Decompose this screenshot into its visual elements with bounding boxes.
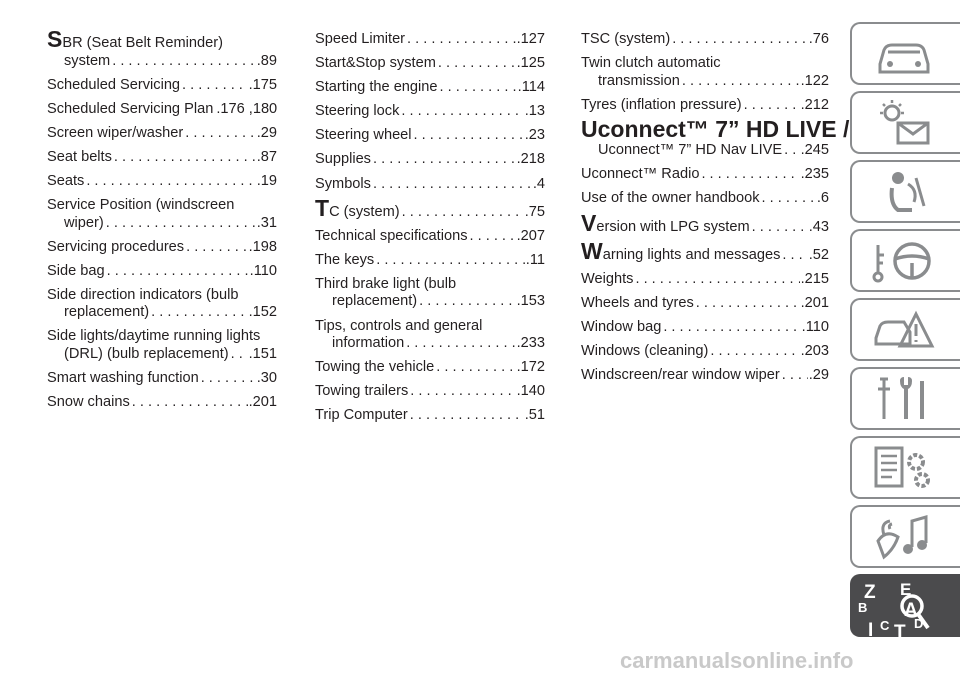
leader-dots — [106, 215, 256, 233]
index-entry[interactable] — [47, 197, 277, 232]
entry-title — [315, 252, 545, 270]
entry-title — [581, 295, 829, 313]
entry-title — [47, 173, 277, 191]
entry-title — [581, 319, 829, 337]
page-number[interactable]: .31 — [256, 214, 277, 231]
entry-text: Tips, controls and general — [315, 317, 483, 334]
entry-title — [47, 197, 277, 215]
tab-technical-data[interactable] — [850, 436, 960, 499]
leader-dots — [635, 271, 799, 289]
page-number[interactable]: .175 — [248, 76, 277, 93]
index-entry[interactable] — [47, 101, 277, 119]
index-entry[interactable] — [47, 394, 277, 412]
entry-title — [581, 55, 829, 73]
entry-title — [47, 101, 277, 119]
index-entry[interactable] — [315, 359, 545, 377]
page-number[interactable]: .114 — [517, 79, 545, 96]
index-letter: C — [880, 618, 890, 633]
index-entry[interactable] — [47, 287, 277, 322]
leader-dots — [86, 173, 255, 191]
index-entry[interactable] — [581, 271, 829, 289]
entry-title — [581, 209, 829, 237]
leader-dots — [373, 176, 532, 194]
entry-text: Third brake light (bulb — [315, 275, 457, 292]
index-entry[interactable] — [315, 31, 545, 49]
page-number[interactable]: .235 — [800, 166, 829, 183]
page-number[interactable]: .215 — [800, 270, 829, 287]
entry-text: Windows (cleaning) — [581, 343, 709, 360]
leader-dots — [112, 53, 255, 71]
index-entry[interactable] — [581, 319, 829, 337]
entry-title — [315, 194, 545, 222]
entry-text: Smart washing function — [47, 370, 199, 387]
page-number[interactable]: .4 — [532, 175, 545, 192]
leader-dots — [132, 394, 248, 412]
section-initial: connect™ 7” HD LIVE / — [597, 115, 850, 142]
page-number[interactable]: .87 — [256, 148, 277, 165]
leader-dots — [436, 359, 515, 377]
entry-title — [315, 318, 545, 336]
entry-title — [315, 359, 545, 377]
index-entry[interactable] — [315, 176, 545, 194]
index-column-1 — [47, 26, 278, 418]
page-number[interactable]: .140 — [516, 383, 545, 400]
page-number[interactable]: .172 — [516, 359, 545, 376]
index-entry[interactable] — [315, 127, 545, 145]
entry-title — [315, 55, 545, 73]
leader-dots — [201, 370, 256, 388]
index-entry[interactable] — [581, 237, 829, 265]
entry-title — [581, 190, 829, 208]
index-entry[interactable] — [47, 370, 277, 388]
leader-dots — [373, 151, 516, 169]
leader-dots — [376, 252, 525, 270]
entry-text: Uconnect™ Radio — [581, 166, 700, 183]
index-entry[interactable] — [47, 173, 277, 191]
entry-text: Trip Computer — [315, 407, 408, 424]
entry-title — [47, 125, 277, 143]
leader-dots — [107, 263, 249, 281]
leader-dots — [710, 343, 799, 361]
entry-text: Use of the owner handbook — [581, 190, 760, 207]
leader-dots — [438, 55, 516, 73]
entry-text: Steering wheel — [315, 127, 412, 144]
leader-dots — [185, 125, 255, 143]
section-initial: V — [581, 209, 597, 236]
entry-text: ersion with LPG system — [596, 218, 750, 235]
entry-title — [315, 79, 545, 97]
entry-text: Scheduled Servicing Plan — [47, 100, 214, 117]
index-entry[interactable] — [315, 55, 545, 73]
entry-continuation — [47, 304, 277, 322]
warning-car-icon — [870, 304, 940, 356]
page-number[interactable]: .29 — [256, 124, 277, 141]
tab-dashboard[interactable] — [850, 91, 960, 154]
music-navigation-icon — [870, 511, 940, 563]
index-entry[interactable] — [581, 166, 829, 184]
leader-dots — [151, 304, 247, 322]
index-column-3 — [581, 31, 850, 391]
entry-text: TSC (system) — [581, 31, 671, 47]
leader-dots — [410, 407, 524, 425]
page-number[interactable]: .152 — [248, 304, 277, 321]
specs-gears-icon — [870, 442, 940, 494]
index-letter: D — [914, 616, 924, 631]
leader-dots — [407, 31, 516, 49]
entry-text: Steering lock — [315, 103, 400, 120]
entry-title — [315, 127, 545, 145]
page-number[interactable]: .201 — [248, 394, 277, 411]
leader-dots — [414, 127, 524, 145]
index-entry[interactable] — [47, 26, 277, 70]
entry-text: Towing trailers — [315, 383, 409, 400]
leader-dots — [701, 166, 799, 184]
entry-text: Side direction indicators (bulb — [47, 286, 239, 303]
entry-continuation — [47, 215, 277, 233]
entry-text: Wheels and tyres — [581, 294, 694, 311]
index-entry[interactable] — [47, 77, 277, 95]
section-initial: U — [581, 115, 598, 142]
tab-index[interactable] — [850, 574, 960, 643]
entry-title — [47, 77, 277, 95]
entry-text: information — [332, 335, 405, 352]
entry-text: Screen wiper/washer — [47, 124, 184, 141]
page-number[interactable]: .89 — [256, 52, 277, 69]
index-entry[interactable] — [581, 115, 850, 160]
entry-title — [581, 115, 850, 143]
entry-text: Windscreen/rear window wiper — [581, 367, 780, 384]
index-entry[interactable] — [315, 407, 545, 425]
entry-text: Start&Stop system — [315, 55, 436, 72]
index-entry[interactable] — [581, 190, 829, 208]
entry-title — [47, 394, 277, 412]
page-number[interactable]: .51 — [524, 407, 545, 424]
entry-text: transmission — [598, 72, 680, 89]
page-number[interactable]: .212 — [800, 96, 829, 113]
entry-text: Towing the vehicle — [315, 359, 435, 376]
page-number[interactable]: .43 — [808, 218, 829, 235]
index-entry[interactable] — [47, 125, 277, 143]
leader-dots — [696, 295, 800, 313]
page-number[interactable]: .23 — [524, 127, 545, 144]
page-number[interactable]: .11 — [525, 251, 545, 268]
section-initial: W — [581, 237, 603, 264]
page-number[interactable]: .110 — [801, 318, 829, 335]
steering-wheel-icon — [870, 235, 940, 287]
entry-continuation — [581, 142, 829, 160]
entry-title — [47, 26, 277, 53]
index-entry[interactable] — [315, 318, 545, 353]
leader-dots — [782, 367, 808, 385]
page-number[interactable]: .198 — [248, 238, 277, 255]
index-entry[interactable] — [315, 383, 545, 401]
index-column-2 — [315, 31, 545, 431]
entry-title — [47, 149, 277, 167]
index-entry[interactable] — [315, 252, 545, 270]
seat-airbag-icon — [870, 166, 940, 218]
page-number[interactable]: .52 — [808, 246, 829, 263]
leader-dots — [410, 383, 515, 401]
index-entry[interactable] — [581, 295, 829, 313]
tab-starting-driving[interactable] — [850, 229, 960, 292]
index-entry[interactable] — [315, 151, 545, 169]
page-number[interactable]: .207 — [516, 227, 545, 244]
page-number[interactable]: .233 — [516, 335, 545, 352]
entry-text: Window bag — [581, 318, 662, 335]
entry-continuation — [47, 53, 277, 71]
entry-title — [47, 328, 277, 346]
entry-text: Servicing procedures — [47, 238, 185, 255]
leader-dots — [401, 103, 523, 121]
page-number[interactable]: .245 — [800, 142, 829, 159]
entry-title — [47, 263, 277, 281]
index-letter: T — [894, 622, 906, 643]
page-number[interactable]: .122 — [800, 72, 829, 89]
entry-text: Seats — [47, 172, 85, 189]
leader-dots — [440, 79, 517, 97]
index-letter: E — [900, 580, 912, 599]
leader-dots — [663, 319, 800, 337]
index-entry[interactable] — [581, 55, 829, 90]
section-initial: S — [47, 26, 63, 52]
index-entry[interactable] — [47, 328, 277, 363]
leader-dots — [672, 31, 808, 49]
page-number[interactable]: .151 — [248, 345, 277, 362]
index-entry[interactable] — [581, 31, 829, 49]
entry-title — [315, 176, 545, 194]
index-letter: I — [868, 620, 874, 641]
entry-text: Weights — [581, 270, 634, 287]
page-number[interactable]: .125 — [516, 55, 545, 72]
section-initial: T — [315, 194, 330, 221]
page-number[interactable]: .110 — [249, 262, 277, 279]
page-number[interactable]: .13 — [524, 103, 545, 120]
index-letter: B — [858, 600, 868, 615]
tab-vehicle-knowledge[interactable] — [850, 22, 960, 85]
entry-text: Scheduled Servicing — [47, 76, 181, 93]
index-entry[interactable] — [315, 276, 545, 311]
entry-title — [315, 31, 545, 49]
page-number[interactable]: .75 — [524, 203, 545, 220]
entry-text: replacement) — [332, 293, 418, 310]
tab-servicing[interactable] — [850, 367, 960, 430]
index-entry[interactable] — [581, 209, 829, 237]
page-number[interactable]: .127 — [516, 31, 545, 47]
leader-dots — [470, 228, 516, 246]
entry-title — [581, 237, 829, 265]
entry-text: Technical specifications — [315, 227, 468, 244]
page-number[interactable]: .218 — [516, 151, 545, 168]
index-entry[interactable] — [47, 239, 277, 257]
leader-dots — [186, 239, 248, 257]
page-number[interactable]: .176 ,180 — [216, 100, 278, 117]
entry-text: C (system) — [329, 203, 400, 220]
entry-text: Speed Limiter — [315, 31, 406, 47]
entry-text: The keys — [315, 251, 375, 268]
leader-dots — [182, 77, 248, 95]
entry-title — [581, 367, 829, 385]
entry-title — [315, 103, 545, 121]
leader-dots — [762, 190, 816, 208]
entry-text: Twin clutch automatic — [581, 55, 721, 72]
entry-text: replacement) — [64, 304, 150, 321]
leader-dots — [231, 346, 248, 364]
page-number[interactable]: .153 — [516, 293, 545, 310]
entry-title — [315, 276, 545, 294]
entry-title — [315, 151, 545, 169]
light-envelope-icon — [870, 97, 940, 149]
entry-title — [47, 370, 277, 388]
page-number[interactable]: .30 — [256, 370, 277, 387]
entry-text: system — [64, 52, 111, 69]
page-number[interactable]: .19 — [256, 172, 277, 189]
leader-dots — [114, 149, 256, 167]
entry-text: (DRL) (bulb replacement) — [64, 345, 229, 362]
entry-text: BR (Seat Belt Reminder) — [62, 35, 223, 51]
index-entry[interactable] — [581, 97, 829, 115]
car-dashboard-icon — [870, 28, 940, 80]
page-number[interactable]: .203 — [800, 343, 829, 360]
index-entry[interactable] — [581, 343, 829, 361]
entry-text: Snow chains — [47, 394, 130, 411]
entry-text: Service Position (windscreen — [47, 197, 235, 214]
entry-text: Supplies — [315, 151, 371, 168]
index-entry[interactable] — [315, 103, 545, 121]
page-number[interactable]: .76 — [808, 31, 829, 47]
entry-title — [315, 228, 545, 246]
entry-title — [47, 287, 277, 305]
entry-continuation — [581, 73, 829, 91]
index-entry[interactable] — [581, 367, 829, 385]
index-letter: A — [904, 600, 918, 621]
entry-continuation — [47, 346, 277, 364]
entry-text: arning lights and messages — [602, 246, 781, 263]
index-entry[interactable] — [315, 79, 545, 97]
entry-title — [315, 407, 545, 425]
entry-text: Seat belts — [47, 148, 112, 165]
entry-title — [581, 166, 829, 184]
index-letter: Z — [864, 582, 876, 603]
watermark: carmanualsonline.info — [620, 648, 854, 673]
entry-text: Starting the engine — [315, 79, 438, 96]
entry-text: Symbols — [315, 175, 371, 192]
leader-dots — [744, 97, 800, 115]
index-entry[interactable] — [315, 194, 545, 222]
leader-dots — [782, 247, 807, 265]
entry-title — [581, 97, 829, 115]
tab-emergency[interactable] — [850, 298, 960, 361]
leader-dots — [402, 204, 524, 222]
entry-title — [315, 383, 545, 401]
entry-text: Uconnect™ 7” HD Nav LIVE — [598, 142, 783, 159]
entry-title — [581, 271, 829, 289]
entry-title — [581, 343, 829, 361]
entry-continuation — [315, 293, 545, 311]
leader-dots — [419, 293, 515, 311]
entry-text: wiper) — [64, 214, 104, 231]
leader-dots — [784, 142, 799, 160]
index-entry[interactable] — [47, 149, 277, 167]
leader-dots — [406, 335, 515, 353]
entry-title — [47, 239, 277, 257]
wrench-tools-icon — [870, 373, 940, 425]
entry-text: Tyres (inflation pressure) — [581, 96, 742, 113]
entry-text: Side bag — [47, 262, 105, 279]
page-number[interactable]: .29 — [808, 367, 829, 384]
index-entry[interactable] — [47, 263, 277, 281]
page-number[interactable]: .6 — [816, 190, 829, 207]
index-entry[interactable] — [315, 228, 545, 246]
entry-title — [581, 31, 829, 49]
entry-continuation — [315, 335, 545, 353]
tab-safety[interactable] — [850, 160, 960, 223]
leader-dots — [752, 219, 808, 237]
page-number[interactable]: .201 — [800, 294, 829, 311]
entry-text: Side lights/daytime running lights — [47, 328, 261, 345]
tab-multimedia[interactable] — [850, 505, 960, 568]
leader-dots — [682, 73, 800, 91]
